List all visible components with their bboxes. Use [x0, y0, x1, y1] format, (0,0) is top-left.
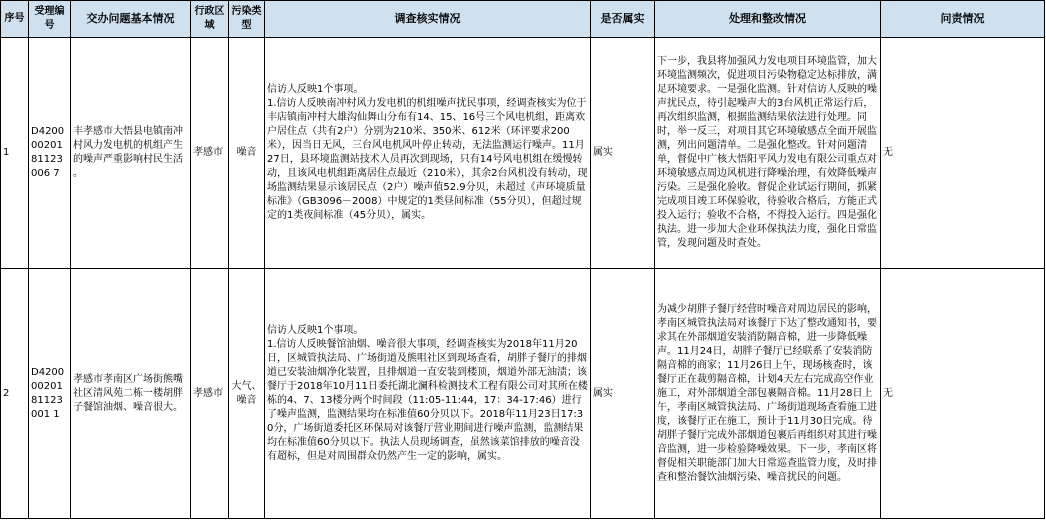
row-accept-no: D42000020181123006 7	[29, 38, 71, 269]
row-accountability: 无	[881, 269, 1045, 519]
row-handling: 为减少胡胖子餐厅经营时噪音对周边居民的影响，孝南区城管执法局对该餐厅下达了整改通知书，要求其在外部烟道安装消防隔音棉，进一步降低噪声。11月24日，胡胖子餐厅已经联系了安装消防隔音棉的商家；11月26日上午，现场核查时，该餐厅正在裁剪隔音棉，计划4天左右完成高空作业施工，对外部烟道全部包裹隔音棉。11月28日上午，孝南区城管执法局、广场街道现场查看施工进度，该餐厅正在施工，预计于11月30日完成。待胡胖子餐厅完成外部烟道包裹后再组织对其进行噪音监测，进一步检验降噪效果。下一步，孝南区将督促相关职能部门加大日常巡查监管力度，及时排查和整治餐饮油烟污染、噪音扰民的问题。	[655, 269, 881, 519]
row-is-true: 属实	[591, 38, 655, 269]
header-accountability: 问责情况	[881, 1, 1045, 38]
header-investigation: 调查核实情况	[265, 1, 591, 38]
investigation-detail: 1.信访人反映餐馆油烟、噪音很大事项，经调查核实为2018年11月20日，区城管执法局、广场街道及熊咀社区到现场查看，胡胖子餐厅的排烟道已安装油烟净化装置，且排烟道一直安装到楼顶，烟道外部无油渍；该餐厅于2018年10月11日委托湖北澜科检测技术工程有限公司对其所在楼栋的4、7、13楼分两个时间段（11:05-11:44，17：34-17:46）进行了噪声监测，监测结果均在标准值60分贝以下。2018年11月23日17:30分，广场街道委托区环保局对该餐厅营业期间进行噪声监测，监测结果均在标准值60分贝以下。执法人员现场调查，虽然该菜馆排放的噪音没有超标，但是对周围群众仍然产生一定的影响，属实。	[267, 338, 588, 462]
investigation-summary: 信访人反映1个事项。	[267, 324, 364, 336]
row-accept-no: D42000020181123001 1	[29, 269, 71, 519]
row-seq: 1	[1, 38, 29, 269]
header-basic-info: 交办问题基本情况	[71, 1, 191, 38]
investigation-detail: 1.信访人反映南冲村风力发电机的机组噪声扰民事项，经调查核实为位于丰店镇南冲村大雄沟仙舞山分布有14、15、16号三个风电机组，距离欢户居住点（共有2户）分别为210米、350米、612米（环评要求200米），因当日无风，三台风电机风叶停止转动，无法监测运行噪声。11月27日，县环境监测站技术人员再次到现场，只有14号风电机组在缓慢转动，且该风电机组距离居住点最近（210米），其余2台风机没有转动，现场监测结果显示该居民点（2户）噪声值52.9分贝，未超过《声环境质量标准》（GB3096－2008）中规定的1类昼间标准（55分贝），但超过规定的1类夜间标准（45分贝），属实。	[267, 98, 588, 221]
row-investigation	[265, 38, 591, 269]
row-is-true: 属实	[591, 269, 655, 519]
row-accountability: 无	[881, 38, 1045, 269]
header-accept-no: 受理编号	[29, 1, 71, 38]
header-pollution-type: 污染类型	[229, 1, 265, 38]
row-basic-info: 孝感市孝南区广场街熊嘴社区清风苑二栋一楼胡胖子餐馆油烟、噪音很大。	[71, 269, 191, 519]
row-basic-info: 丰孝感市大悟县电镇南冲村风力发电机的机组产生的噪声严重影响村民生活 。	[71, 38, 191, 269]
row-investigation	[265, 269, 591, 519]
header-seq: 序号	[1, 1, 29, 38]
row-handling: 下一步，我县将加强风力发电项目环境监管，加大环境监测频次，促进项目污染物稳定达标排放，满足环境要求。一是强化监测。针对信访人反映的噪声扰民点，待引起噪声大的3台风机正常运行后，再次组织监测，根据监测结果依法进行处理。同时，举一反三，对项目其它环境敏感点全面开展监测，列出问题清单。二是强化整改。针对问题清单，督促中广核大悟阳平风力发电有限公司重点对环境敏感点周边风机进行降噪治理，有效降低噪声污染。三是强化验收。督促企业试运行期间，抓紧完成项目竣工环保验收，待验收合格后，方能正式投入运行；验收不合格，不得投入运行。四是强化执法。进一步加大企业环保执法力度，强化日常监管，发现问题及时查处。	[655, 38, 881, 269]
row-seq: 2	[1, 269, 29, 519]
row-region: 孝感市	[191, 38, 229, 269]
header-handling: 处理和整改情况	[655, 1, 881, 38]
row-region: 孝感市	[191, 269, 229, 519]
header-row	[1, 1, 1045, 38]
row-pollution-type: 大气、噪音	[229, 269, 265, 519]
header-region: 行政区域	[191, 1, 229, 38]
table-row	[1, 38, 1045, 269]
header-is-true: 是否属实	[591, 1, 655, 38]
row-pollution-type: 噪音	[229, 38, 265, 269]
table-row	[1, 269, 1045, 519]
investigation-summary: 信访人反映1个事项。	[267, 84, 364, 95]
